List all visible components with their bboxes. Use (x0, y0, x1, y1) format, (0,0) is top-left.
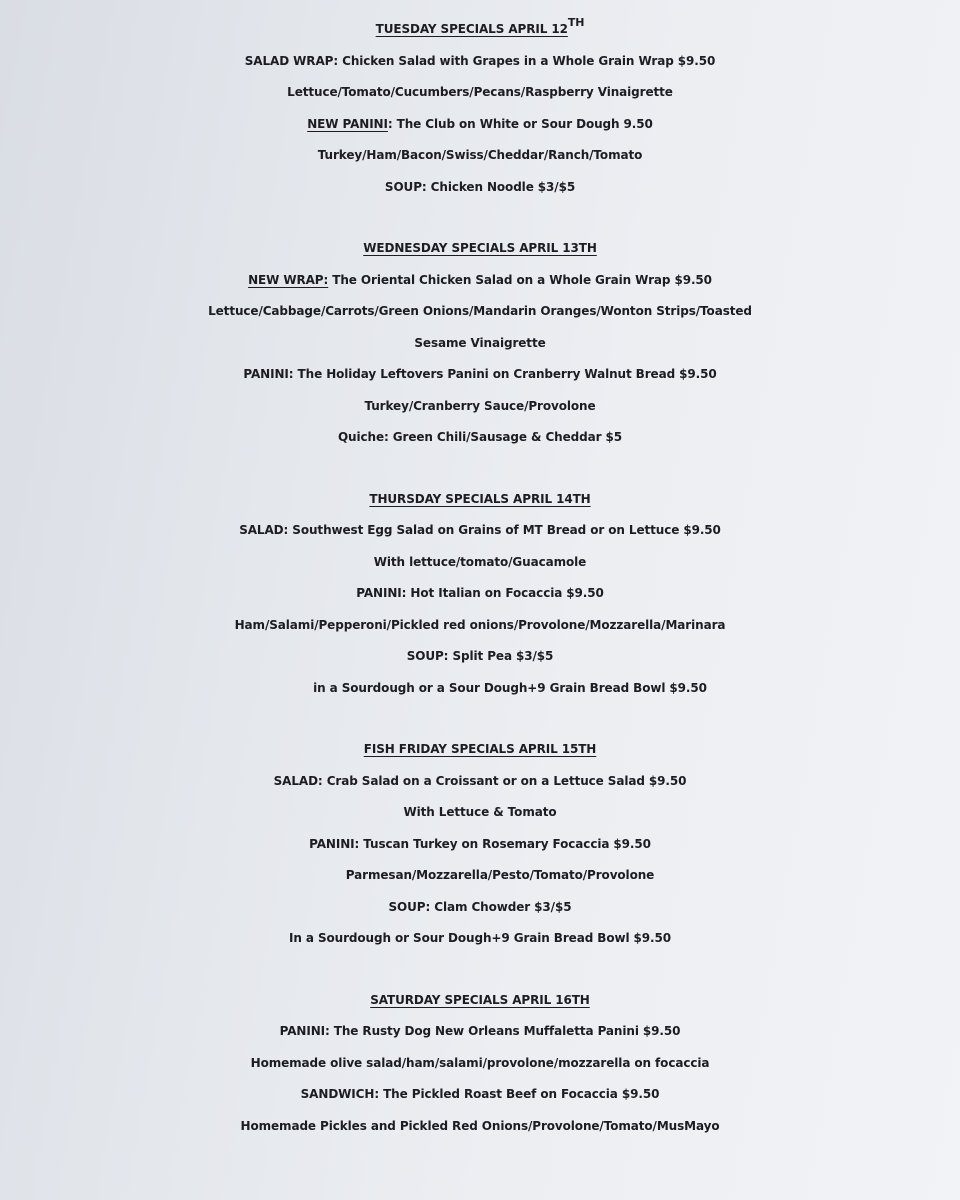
item-text: Sesame Vinaigrette (414, 335, 546, 350)
menu-line (0, 673, 960, 705)
menu-line (0, 766, 960, 798)
menu-line (0, 172, 960, 204)
menu-line (0, 391, 960, 423)
menu-line (0, 1111, 960, 1143)
section-heading (0, 14, 960, 46)
menu-line (0, 578, 960, 610)
menu-line (0, 296, 960, 328)
menu-line (0, 892, 960, 924)
menu-line (0, 641, 960, 673)
item-text: SOUP: Chicken Noodle $3/$5 (384, 179, 576, 194)
menu-line (0, 109, 960, 141)
item-label: NEW WRAP: (248, 272, 329, 287)
item-text: Homemade olive salad/ham/salami/provolone/mozzarella on focaccia (250, 1055, 710, 1070)
item-text: SOUP: Clam Chowder $3/$5 (388, 899, 572, 914)
menu-line (0, 829, 960, 861)
item-text: Chicken Salad with Grapes in a Whole Grain Wrap $9.50 (338, 53, 716, 68)
menu-line (0, 46, 960, 78)
section-heading (0, 484, 960, 516)
item-text: With Lettuce & Tomato (403, 805, 557, 819)
item-text: in a Sourdough or a Sour Dough+9 Grain Bread Bowl $9.50 (313, 680, 707, 695)
menu-line (0, 77, 960, 109)
item-text: SALAD: Southwest Egg Salad on Grains of MT Bread or on Lettuce $9.50 (239, 523, 721, 537)
section-wednesday (0, 233, 960, 454)
item-label: NEW PANINI (307, 116, 388, 131)
item-text: Ham/Salami/Pepperoni/Pickled red onions/Provolone/Mozzarella/Marinara (234, 617, 726, 632)
item-text: Parmesan/Mozzarella/Pesto/Tomato/Provolone (345, 868, 655, 882)
menu-line (0, 328, 960, 360)
heading-text: WEDNESDAY SPECIALS APRIL 13TH (363, 241, 597, 255)
menu-line (0, 1079, 960, 1111)
item-text: SANDWICH: The Pickled Roast Beef on Focaccia $9.50 (300, 1087, 660, 1101)
heading-superscript: TH (567, 16, 585, 29)
item-text: PANINI: The Rusty Dog New Orleans Muffaletta Panini $9.50 (279, 1024, 681, 1038)
item-text: Turkey/Ham/Bacon/Swiss/Cheddar/Ranch/Tomato (317, 148, 643, 162)
item-text: In a Sourdough or Sour Dough+9 Grain Bread Bowl $9.50 (288, 931, 672, 945)
heading-text: THURSDAY SPECIALS APRIL 14TH (369, 491, 591, 506)
item-text: PANINI: Tuscan Turkey on Rosemary Focaccia $9.50 (309, 836, 651, 851)
item-text: SOUP: Split Pea $3/$5 (406, 649, 554, 663)
item-text: Lettuce/Tomato/Cucumbers/Pecans/Raspberry Vinaigrette (287, 85, 673, 99)
item-text: Homemade Pickles and Pickled Red Onions/Provolone/Tomato/MusMayo (240, 1118, 720, 1133)
section-tuesday (0, 14, 960, 203)
item-text: SALAD: Crab Salad on a Croissant or on a Lettuce Salad $9.50 (273, 773, 687, 788)
section-heading (0, 734, 960, 766)
item-text: Quiche: Green Chili/Sausage & Cheddar $5 (337, 430, 623, 444)
heading-text: TUESDAY SPECIALS APRIL 12 (375, 22, 568, 36)
item-text: With lettuce/tomato/Guacamole (373, 554, 587, 569)
item-text: Turkey/Cranberry Sauce/Provolone (364, 398, 596, 413)
menu-line (0, 1048, 960, 1080)
menu-line (0, 515, 960, 547)
section-saturday (0, 985, 960, 1143)
item-text: Lettuce/Cabbage/Carrots/Green Onions/Mandarin Oranges/Wonton Strips/Toasted (208, 304, 752, 318)
item-label: SALAD WRAP: (244, 53, 339, 68)
menu-line (0, 265, 960, 297)
menu-line (0, 797, 960, 829)
menu-line (0, 610, 960, 642)
item-text: PANINI: The Holiday Leftovers Panini on Cranberry Walnut Bread $9.50 (243, 367, 717, 381)
item-text: : The Club on White or Sour Dough 9.50 (387, 116, 653, 131)
menu-line (0, 359, 960, 391)
heading-text: SATURDAY SPECIALS APRIL 16TH (370, 992, 590, 1007)
menu-line (0, 1016, 960, 1048)
section-heading (0, 985, 960, 1017)
heading-text: FISH FRIDAY SPECIALS APRIL 15TH (363, 742, 597, 756)
menu-line (0, 860, 960, 892)
item-text: The Oriental Chicken Salad on a Whole Grain Wrap $9.50 (328, 272, 712, 287)
section-friday (0, 734, 960, 955)
menu-line (0, 140, 960, 172)
menu-line (0, 923, 960, 955)
menu-line (0, 547, 960, 579)
menu-line (0, 422, 960, 454)
section-thursday (0, 484, 960, 705)
section-heading (0, 233, 960, 265)
item-text: PANINI: Hot Italian on Focaccia $9.50 (356, 586, 604, 600)
